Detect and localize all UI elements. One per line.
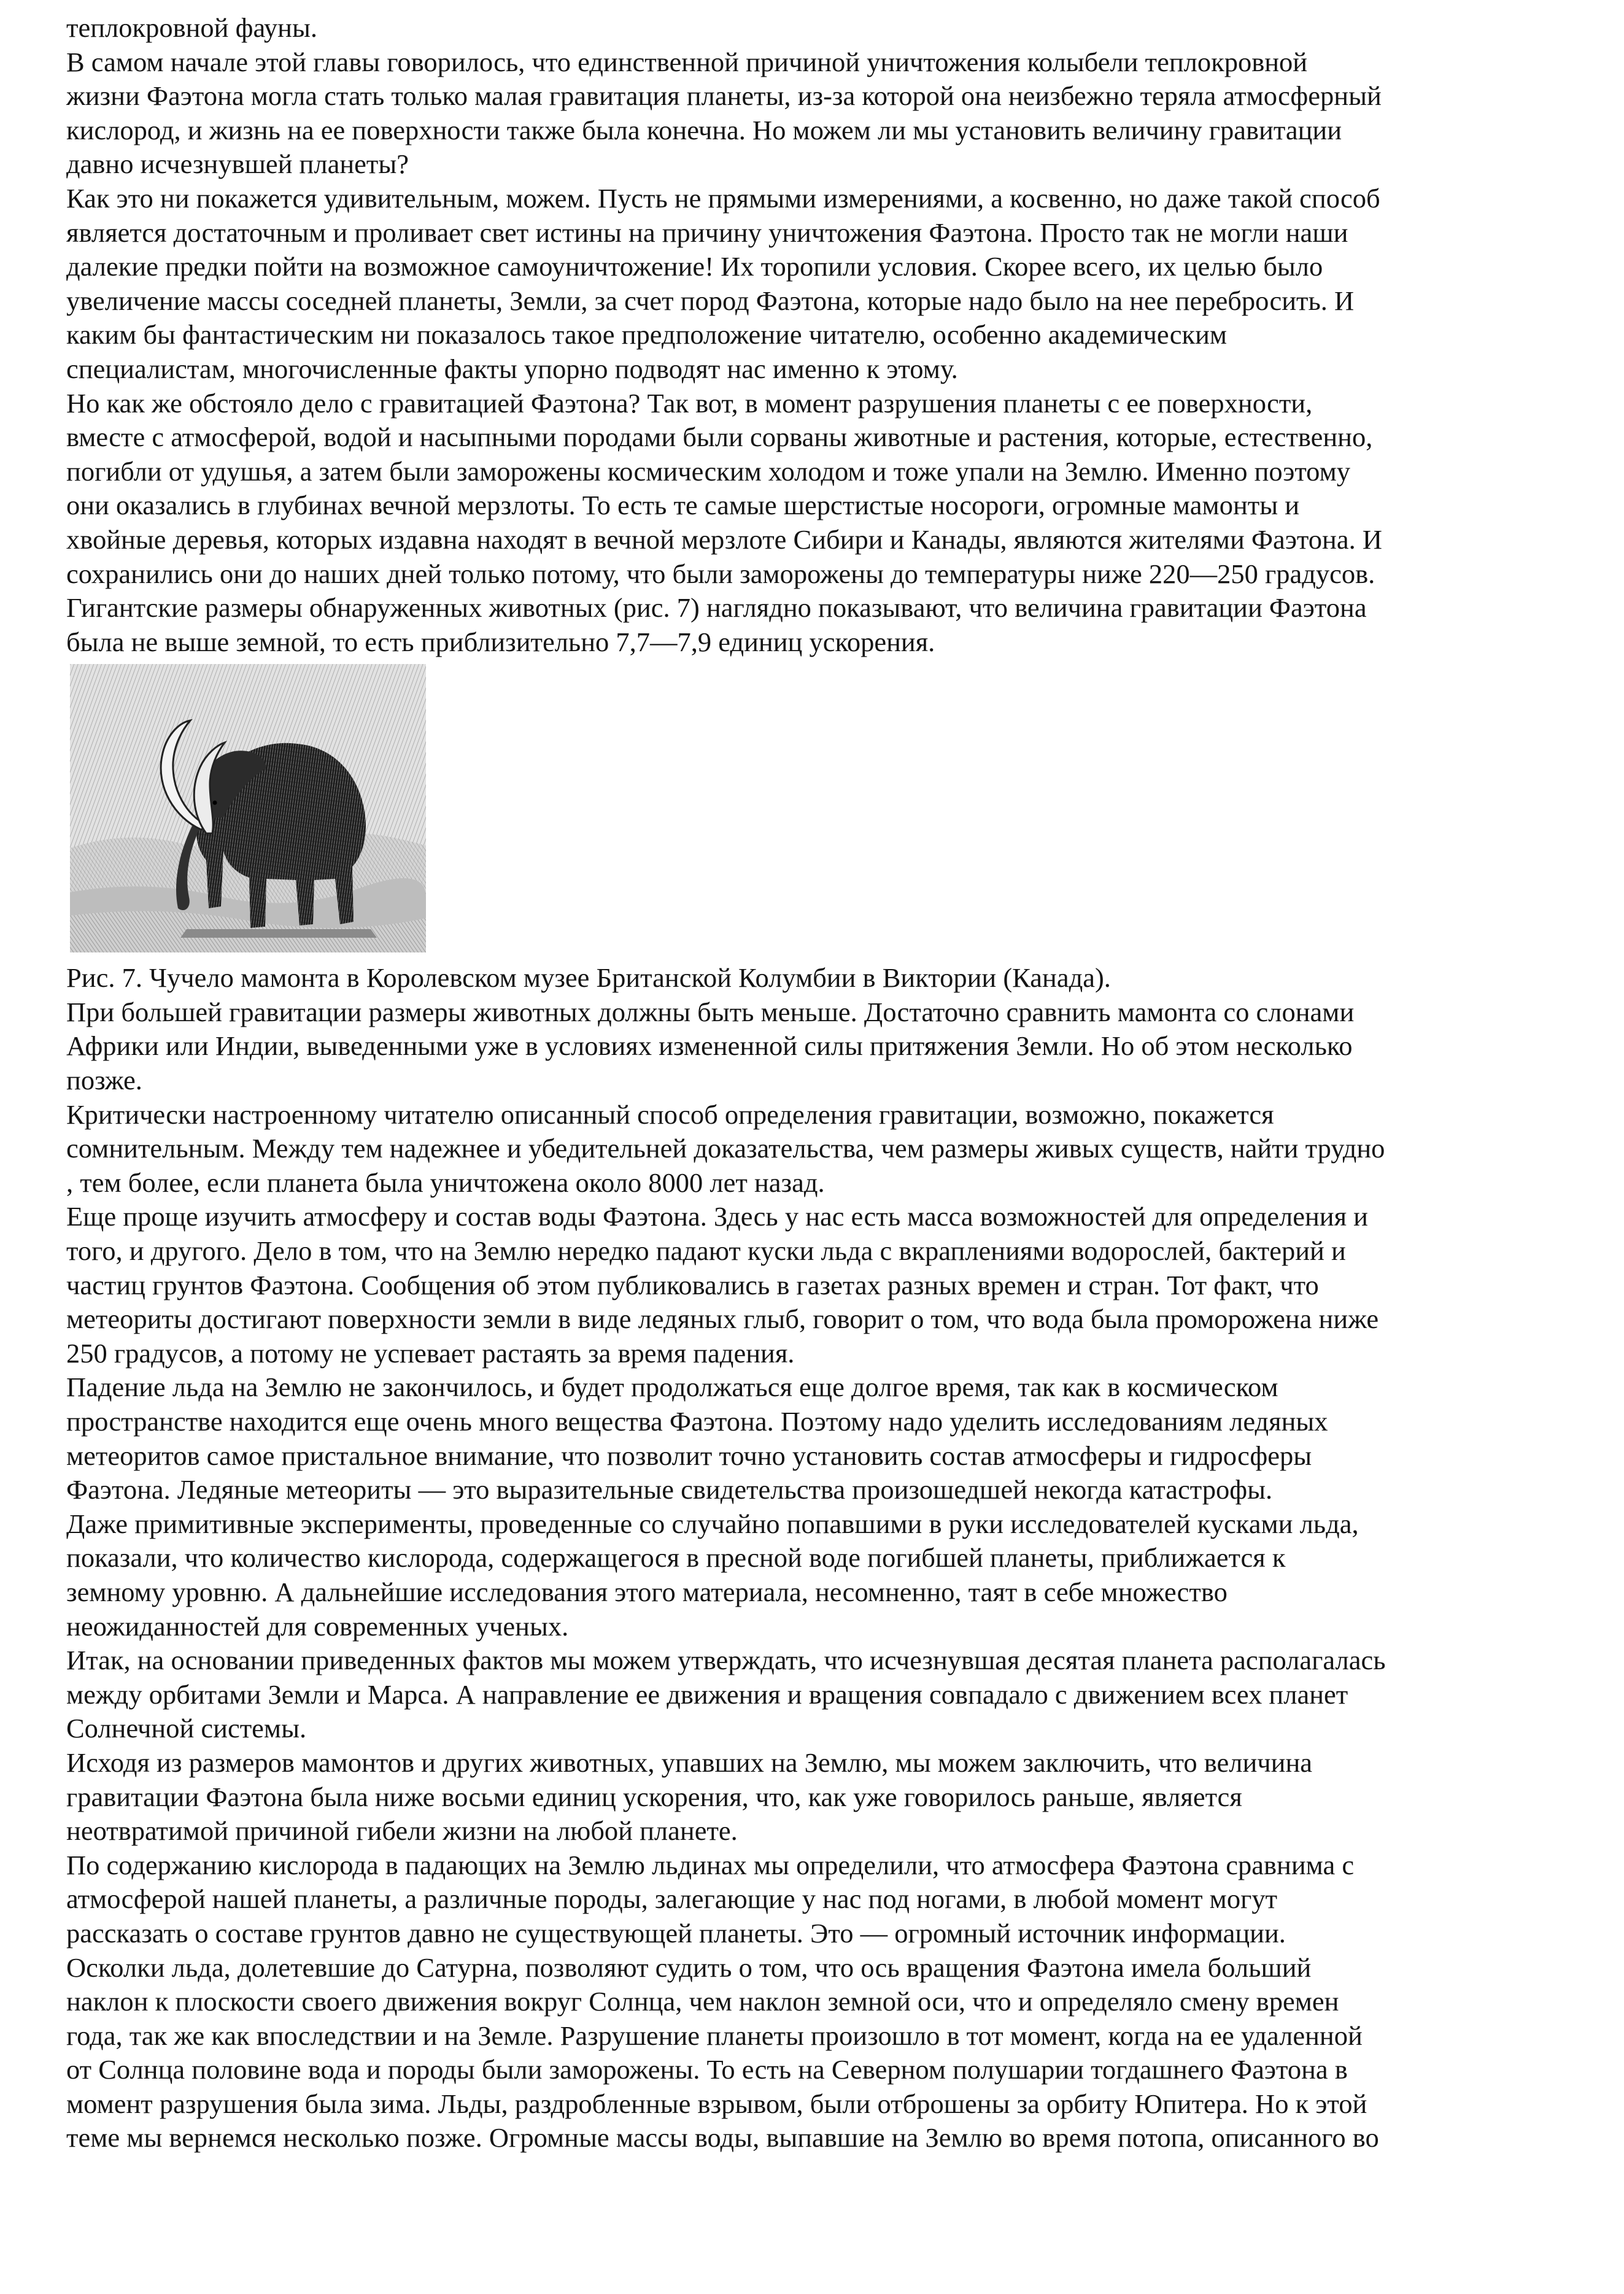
text-line: хвойные деревья, которых издавна находят в вечной мерзлоте Сибири и Канады, являются жителями Фаэтона. И (66, 523, 1382, 555)
text-line: показали, что количество кислорода, содержащегося в пресной воде погибшей планеты, приближается к (66, 1542, 1286, 1574)
text-line: Даже примитивные эксперименты, проведенные со случайно попавшими в руки исследователей кусками льда, (66, 1508, 1359, 1539)
text-line: наклон к плоскости своего движения вокруг Солнца, чем наклон земной оси, что и определяло смену времен (66, 1986, 1339, 2017)
text-line: была не выше земной, то есть приблизительно 7,7—7,9 единиц ускорения. (66, 626, 935, 657)
text-line: каким бы фантастическим ни показалось такое предположение читателю, особенно академическим (66, 319, 1228, 350)
text-line: далекие предки пойти на возможное самоуничтожение! Их торопили условия. Скорее всего, их целью было (66, 251, 1323, 282)
text-line: Еще проще изучить атмосферу и состав воды Фаэтона. Здесь у нас есть масса возможностей для определения и (66, 1201, 1368, 1232)
text-line: Как это ни покажется удивительным, можем. Пусть не прямыми измерениями, а косвенно, но даже такой способ (66, 182, 1380, 214)
text-line: неотвратимой причиной гибели жизни на любой планете. (66, 1815, 738, 1847)
text-line: теме мы вернемся несколько позже. Огромные массы воды, выпавшие на Землю во время потопа, описанного во (66, 2122, 1379, 2153)
text-line: Критически настроенному читателю описанный способ определения гравитации, возможно, покажется (66, 1099, 1274, 1130)
document-page (66, 11, 1576, 2155)
text-line: Гигантские размеры обнаруженных животных (рис. 7) наглядно показывают, что величина гравитации Фаэтона (66, 592, 1367, 624)
text-line: По содержанию кислорода в падающих на Землю льдинах мы определили, что атмосфера Фаэтона сравнима с (66, 1849, 1355, 1880)
text-line: года, так же как впоследствии и на Земле. Разрушение планеты произошло в тот момент, когда на ее удаленной (66, 2020, 1363, 2051)
text-line: Итак, на основании приведенных фактов мы можем утверждать, что исчезнувшая десятая планета располагалась (66, 1645, 1386, 1676)
text-line: Исходя из размеров мамонтов и других животных, упавших на Землю, мы можем заключить, что величина (66, 1747, 1313, 1778)
text-line: Осколки льда, долетевшие до Сатурна, позволяют судить о том, что ось вращения Фаэтона имела больший (66, 1952, 1312, 1983)
text-line: давно исчезнувшей планеты? (66, 149, 409, 180)
text-line: В самом начале этой главы говорилось, что единственной причиной уничтожения колыбели теплокровной (66, 46, 1308, 77)
figure-caption: Рис. 7. Чучело мамонта в Королевском музее Британской Колумбии в Виктории (Канада). (66, 962, 1111, 994)
text-line: сомнительным. Между тем надежнее и убедительней доказательства, чем размеры живых существ, найти трудно (66, 1133, 1385, 1164)
text-line: кислород, и жизнь на ее поверхности также была конечна. Но можем ли мы установить величину гравитации (66, 114, 1342, 145)
text-line: При большей гравитации размеры животных должны быть меньше. Достаточно сравнить мамонта со слонами (66, 996, 1355, 1027)
text-line: Африки или Индии, выведенными уже в условиях измененной силы притяжения Земли. Но об этом несколько (66, 1030, 1353, 1062)
text-line: Но как же обстояло дело с гравитацией Фаэтона? Так вот, в момент разрушения планеты с ее поверхности, (66, 387, 1313, 419)
text-line: Солнечной системы. (66, 1713, 307, 1744)
text-line: погибли от удушья, а затем были заморожены космическим холодом и тоже упали на Землю. Именно поэтому (66, 455, 1350, 487)
text-line: метеоритов самое пристальное внимание, что позволит точно установить состав атмосферы и гидросферы (66, 1440, 1312, 1471)
text-line: между орбитами Земли и Марса. А направление ее движения и вращения совпадало с движением всех планет (66, 1678, 1348, 1710)
text-line: метеориты достигают поверхности земли в виде ледяных глыб, говорит о том, что вода была проморожена ниже (66, 1303, 1379, 1335)
text-line: жизни Фаэтона могла стать только малая гравитация планеты, из-за которой она неизбежно теряла атмосферный (66, 80, 1382, 112)
text-line: неожиданностей для современных ученых. (66, 1610, 569, 1642)
text-line: увеличение массы соседней планеты, Земли, за счет пород Фаэтона, которые надо было на нее перебросить. И (66, 285, 1355, 316)
text-line: земному уровню. А дальнейшие исследования этого материала, несомненно, таят в себе множество (66, 1576, 1228, 1607)
text-line: , тем более, если планета была уничтожена около 8000 лет назад. (66, 1167, 825, 1198)
mammoth-engraving-image (70, 664, 426, 952)
text-block-top (66, 11, 1576, 659)
text-line: 250 градусов, а потому не успевает растаять за время падения. (66, 1337, 795, 1369)
text-line: момент разрушения была зима. Льды, раздробленные взрывом, были отброшены за орбиту Юпитера. Но к этой (66, 2088, 1367, 2119)
text-line: гравитации Фаэтона была ниже восьми единиц ускорения, что, как уже говорилось раньше, является (66, 1781, 1242, 1812)
text-line: вместе с атмосферой, водой и насыпными породами были сорваны животные и растения, которые, естественно, (66, 422, 1373, 453)
text-block-bottom (66, 995, 1576, 2155)
text-line: позже. (66, 1065, 142, 1096)
text-line: Падение льда на Землю не закончилось, и будет продолжаться еще долгое время, так как в космическом (66, 1372, 1278, 1403)
text-line: является достаточным и проливает свет истины на причину уничтожения Фаэтона. Просто так не могли наши (66, 217, 1348, 248)
text-line: атмосферой нашей планеты, а различные породы, залегающие у нас под ногами, в любой момент могут (66, 1883, 1278, 1915)
text-line: пространстве находится еще очень много вещества Фаэтона. Поэтому надо уделить исследованиям ледяных (66, 1406, 1328, 1437)
text-line: частиц грунтов Фаэтона. Сообщения об этом публиковались в газетах разных времен и стран. Тот факт, что (66, 1269, 1319, 1300)
text-line: специалистам, многочисленные факты упорно подводят нас именно к этому. (66, 353, 958, 384)
text-line: того, и другого. Дело в том, что на Землю нередко падают куски льда с вкраплениями водорослей, бактерий и (66, 1235, 1346, 1267)
text-line: сохранились они до наших дней только потому, что были заморожены до температуры ниже 220—250 градусов. (66, 558, 1375, 589)
text-line: рассказать о составе грунтов давно не существующей планеты. Это — огромный источник информации. (66, 1917, 1286, 1948)
text-line: от Солнца половине вода и породы были заморожены. То есть на Северном полушарии тогдашнего Фаэтона в (66, 2054, 1348, 2085)
text-line: Фаэтона. Ледяные метеориты — это выразительные свидетельства произошедшей некогда катастрофы. (66, 1474, 1273, 1505)
text-line: теплокровной фауны. (66, 12, 318, 43)
text-line: они оказались в глубинах вечной мерзлоты. То есть те самые шерстистые носороги, огромные мамонты и (66, 490, 1300, 521)
mammoth-figure (70, 664, 426, 952)
